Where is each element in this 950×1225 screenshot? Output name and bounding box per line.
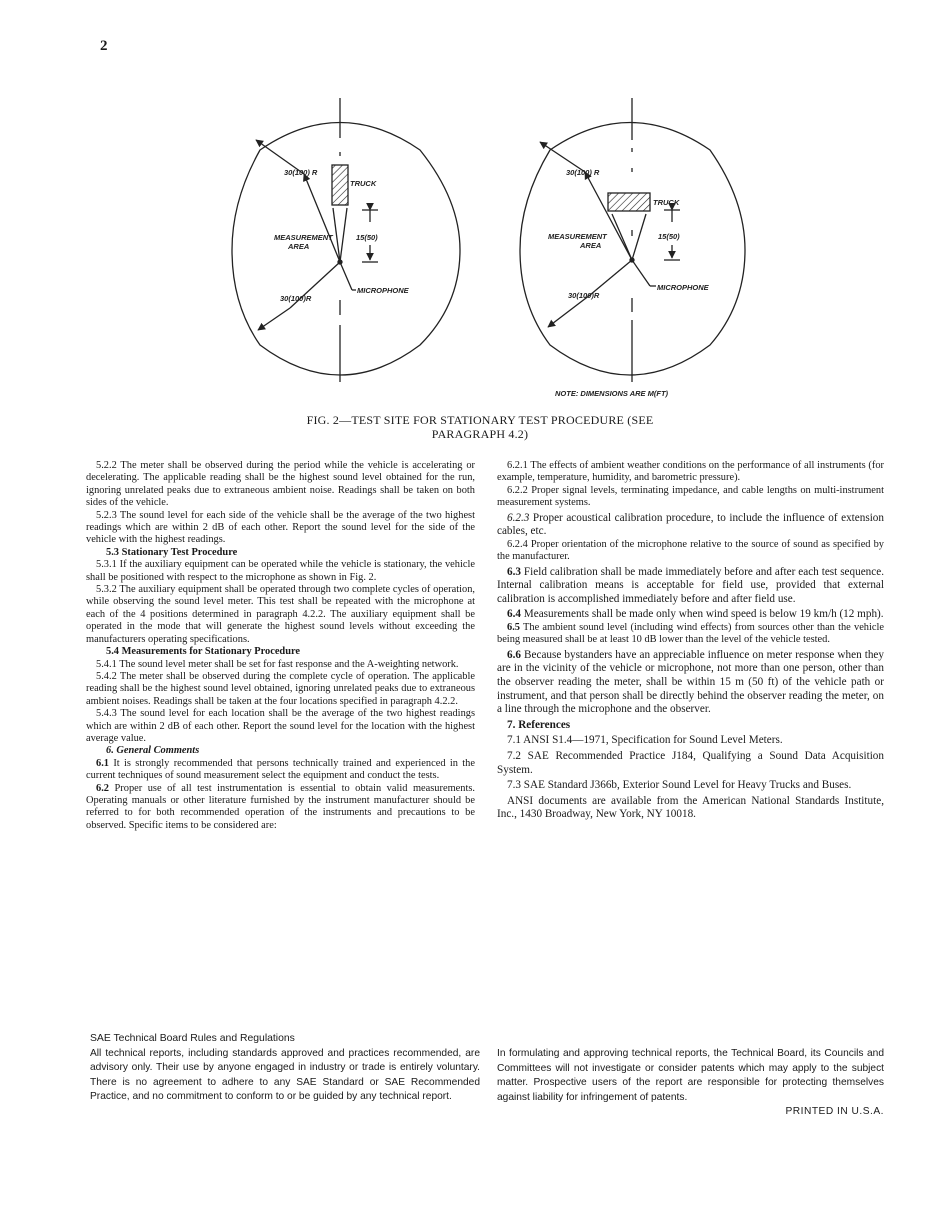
right-microphone-label: MICROPHONE (657, 283, 709, 292)
left-diagram (232, 98, 460, 382)
paragraph-5-2-2: 5.2.2 The meter shall be observed during the period while the vehicle is accelerating or decelerating. The applicable reading shall be the highest sound level obtained for the run, ignoring unrelated peaks due to extraneous ambient noise. Readings shall be taken on both sides of the vehicle. (86, 460, 475, 509)
right-truck-label: TRUCK (653, 198, 680, 207)
page-number: 2 (100, 38, 108, 54)
figure-note: NOTE: DIMENSIONS ARE M(FT) (555, 389, 669, 398)
right-area-label-1: MEASUREMENT (548, 232, 607, 241)
paragraph-6-1-number: 6.1 (96, 757, 109, 769)
right-radius-top-label: 30(100) R (566, 168, 600, 177)
paragraph-5-3-1: 5.3.1 If the auxiliary equipment can be operated while the vehicle is stationary, the vehicle shall be positioned with respect to the microphone as shown in Fig. 2. (86, 559, 475, 583)
test-site-figure (0, 90, 950, 410)
paragraph-5-3-2: 5.3.2 The auxiliary equipment shall be operated through two complete cycles of operation, while observing the sound level meter. This test shall be repeated with the microphone at each of the 4 positions determined in paragraph 4.2.2. The auxiliary equipment shall be operated in the mode that will generate the highest sound levels without exceeding the manufacturers operating specifications. (86, 584, 475, 645)
reference-7-3: 7.3 SAE Standard J366b, Exterior Sound Level for Heavy Trucks and Buses. (507, 779, 852, 792)
left-radius-bottom-label: 30(100)R (280, 294, 312, 303)
left-distance-label: 15(50) (356, 233, 378, 242)
paragraph-6-2-2: 6.2.2 Proper signal levels, terminating impedance, and cable lengths on multi-instrument measurement systems. (497, 484, 884, 509)
paragraph-6-6 (497, 649, 884, 717)
sae-rules-left (90, 1032, 480, 1105)
paragraph-6-6-number: 6.6 (507, 648, 521, 661)
ansi-availability-note: ANSI documents are available from the American National Standards Institute, Inc., 1430 Broadway, New York, NY 10018. (497, 794, 884, 821)
paragraph-6-6-text: Because bystanders have an appreciable influence on meter response when they are in the vicinity of the vehicle or microphone, not more than one person, other than the observer reading the meter, shall be within 15 m (50 ft) of the vehicle path or instrument, and that person shall be directly behind the observer reading the meter, on a line through the microphone and the observer. (497, 648, 884, 716)
paragraph-5-2-3: 5.2.3 The sound level for each side of the vehicle shall be the average of the two highest readings which are within 2 dB of each other. Report the sound level for the side of the vehicle with the highest readings. (86, 509, 475, 546)
paragraph-6-5-number: 6.5 (507, 622, 520, 633)
sae-rules-right-text: In formulating and approving technical reports, the Technical Board, its Councils and Committees will not investigate or consider patents which may apply to the subject matter. Prospective users of the report are responsible for protecting themselves against liability for infringement of patents. (497, 1048, 884, 1103)
right-diagram-labels (548, 168, 710, 300)
sae-rules-right (497, 1047, 884, 1120)
right-radius-bottom-label: 30(100)R (568, 291, 600, 300)
heading-7: 7. References (507, 718, 571, 731)
paragraph-6-2-1: 6.2.1 The effects of ambient weather conditions on the performance of all instruments (for example, temperature, humidity, and barometric pressure). (497, 460, 884, 484)
heading-5-4: 5.4 Measurements for Stationary Procedure (106, 646, 301, 658)
caption-line-2: PARAGRAPH 4.2) (431, 427, 529, 441)
paragraph-6-2-3-text: Proper acoustical calibration procedure, to include the influence of extension cables, etc. (497, 511, 884, 538)
paragraph-6-2-number: 6.2 (96, 782, 109, 794)
left-column (86, 460, 475, 832)
paragraph-6-4-number: 6.4 (507, 608, 521, 621)
left-radius-top-label: 30(100) R (284, 168, 318, 177)
paragraph-6-1 (86, 758, 475, 783)
paragraph-5-4-3: 5.4.3 The sound level for each location shall be the average of the two highest readings which are within 2 dB of each other. Report the sound level for the location with the highest average value. (86, 708, 475, 744)
paragraph-5-4-2: 5.4.2 The meter shall be observed during the complete cycle of operation. The applicable reading shall be the highest sound level obtained, ignoring unrelated peaks due to extraneous ambient noises. Readings shall be taken at the four locations specified in paragraph 4.2.2. (86, 670, 475, 707)
left-microphone-label: MICROPHONE (357, 286, 409, 295)
heading-5-3: 5.3 Stationary Test Procedure (106, 546, 238, 558)
left-truck-label: TRUCK (350, 179, 377, 188)
paragraph-6-3 (497, 566, 884, 607)
paragraph-6-4-text: Measurements shall be made only when wind speed is below 19 km/h (12 mph). (520, 608, 884, 621)
left-area-label-2: AREA (288, 242, 310, 251)
right-area-label-2: AREA (580, 241, 602, 250)
paragraph-5-4-1: 5.4.1 The sound level meter shall be set for fast response and the A-weighting network. (96, 658, 459, 670)
paragraph-6-2 (86, 783, 475, 833)
paragraph-6-3-text: Field calibration shall be made immediately before and after each test sequence. Internal calibration means is acceptable for field use, provided that external calibration is accomplished immediately before and after field use. (497, 565, 884, 605)
right-column (497, 460, 884, 822)
paragraph-6-1-text: It is strongly recommended that persons technically trained and experienced in the current techniques of sound measurement select the equipment and conduct the tests. (86, 757, 475, 782)
reference-7-2: 7.2 SAE Recommended Practice J184, Qualifying a Sound Data Acquisition System. (497, 749, 884, 776)
sae-rules-title: SAE Technical Board Rules and Regulations (90, 1033, 295, 1044)
paragraph-6-2-4: 6.2.4 Proper orientation of the microphone relative to the source of sound as specified by the manufacturer. (497, 538, 884, 563)
caption-line-1: FIG. 2—TEST SITE FOR STATIONARY TEST PROCEDURE (SEE (306, 413, 654, 427)
paragraph-6-3-number: 6.3 (507, 565, 521, 578)
paragraph-6-2-text: Proper use of all test instrumentation is essential to obtain valid measurements. Operating manuals or other literature furnished by the instrument manufacturer should be referred to for both recommended operation of the instruments and precautions to be observed. Specific items to be considered are: (86, 782, 475, 831)
paragraph-6-5 (497, 622, 884, 647)
left-area-label-1: MEASUREMENT (274, 233, 333, 242)
right-distance-label: 15(50) (658, 232, 680, 241)
paragraph-6-2-3 (497, 512, 884, 539)
figure-caption (240, 413, 720, 441)
paragraph-6-4 (497, 608, 884, 622)
sae-rules-left-text: All technical reports, including standards approved and practices recommended, are advisory only. Their use by anyone engaged in industry or trade is entirely voluntary. There is no agreement to adhere to any SAE Standard or SAE Recommended Practice, and no commitment to conform to or be guided by any technical report. (90, 1047, 480, 1103)
heading-6: 6. General Comments (106, 745, 200, 757)
paragraph-6-5-text: The ambient sound level (including wind effects) from sources other than the vehicle being measured shall be at least 10 dB lower than the level of the vehicle tested. (497, 622, 884, 646)
reference-7-1: 7.1 ANSI S1.4—1971, Specification for Sound Level Meters. (507, 734, 783, 747)
printed-in-usa: PRINTED IN U.S.A. (785, 1106, 884, 1118)
paragraph-6-2-3-number: 6.2.3 (507, 511, 530, 524)
